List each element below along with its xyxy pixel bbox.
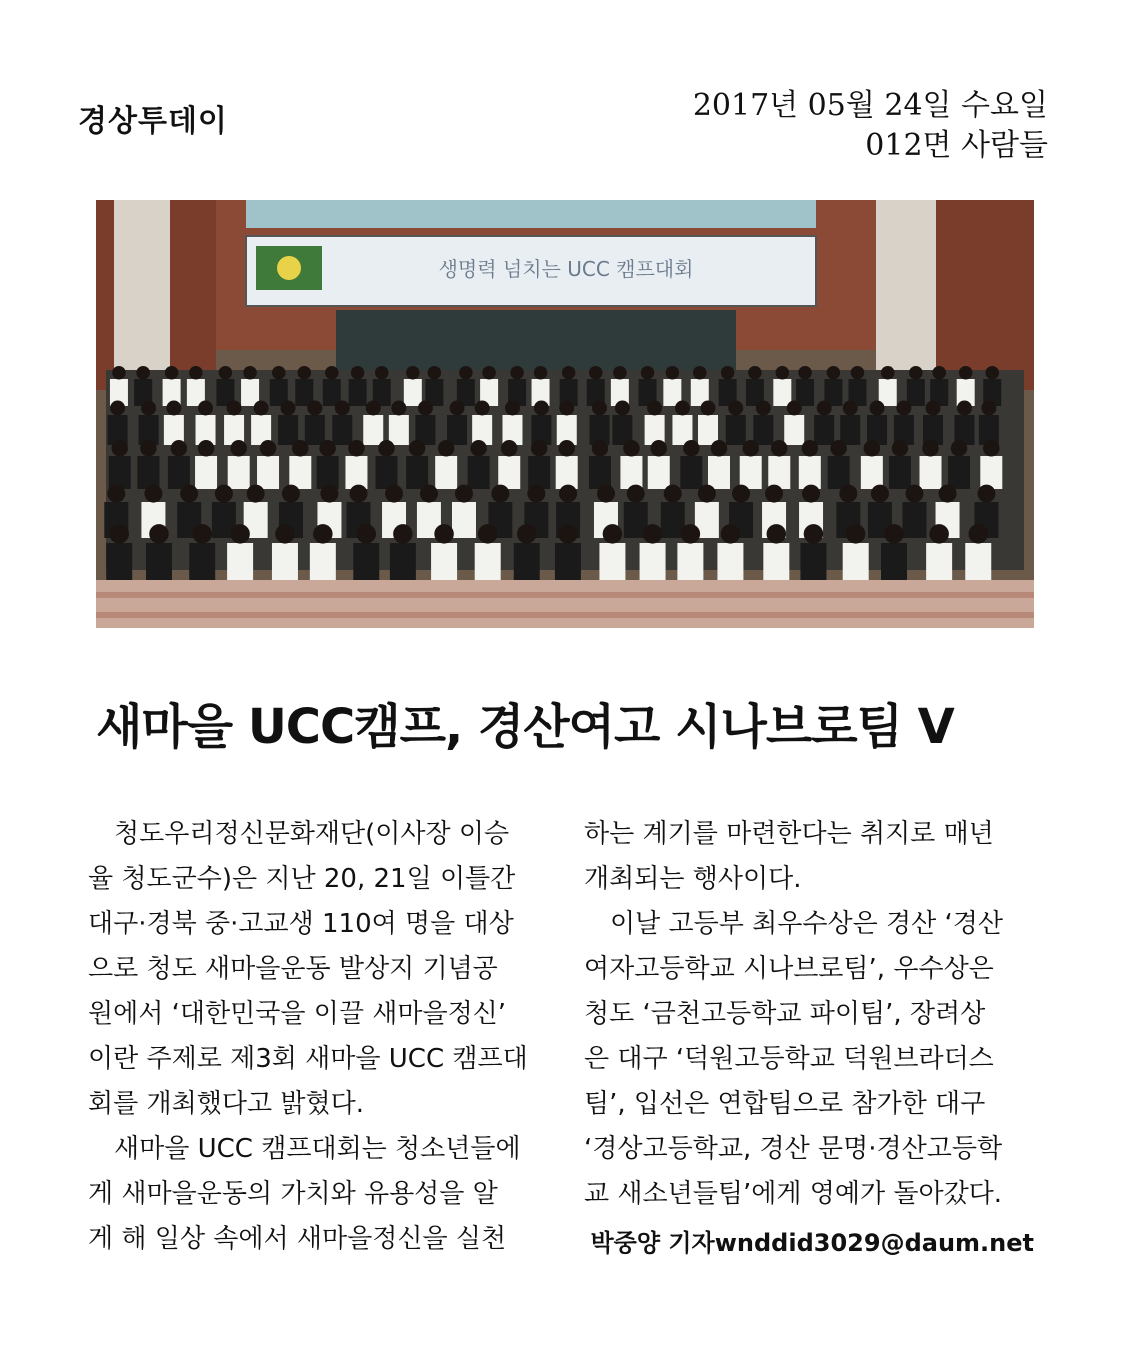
crowd-shirt — [498, 456, 520, 489]
crowd-head — [230, 440, 247, 457]
crowd-head — [896, 401, 911, 416]
crowd-head — [804, 524, 824, 544]
crowd-head — [981, 401, 996, 416]
body-line: 청도우리정신문화재단(이사장 이승 — [88, 819, 510, 849]
crowd-shirt — [926, 543, 952, 582]
crowd-head — [977, 485, 995, 503]
crowd-shirt — [353, 543, 379, 582]
crowd-shirt — [227, 543, 253, 582]
body-line: 이날 고등부 최우수상은 경산 ‘경산 — [584, 909, 1003, 939]
crowd-head — [180, 485, 198, 503]
crowd-shirt — [468, 456, 490, 489]
crowd-head — [292, 440, 309, 457]
crowd-head — [335, 401, 350, 416]
crowd-shirt — [717, 543, 743, 582]
crowd-head — [107, 485, 125, 503]
crowd-head — [613, 366, 627, 380]
crowd-shirt — [708, 456, 730, 489]
crowd-head — [647, 401, 662, 416]
crowd-shirt — [389, 415, 409, 445]
crowd-head — [802, 440, 819, 457]
crowd-shirt — [472, 415, 492, 445]
body-line: 여자고등학교 시나브로팀’, 우수상은 — [584, 954, 994, 984]
crowd-head — [272, 366, 286, 380]
crowd-shirt — [195, 456, 217, 489]
crowd-head — [475, 401, 490, 416]
crowd-head — [527, 485, 545, 503]
crowd-head — [307, 401, 322, 416]
crowd-shirt — [556, 456, 578, 489]
crowd-head — [385, 485, 403, 503]
crowd-head — [830, 440, 847, 457]
crowd-shirt — [390, 543, 416, 582]
crowd-head — [111, 440, 128, 457]
crowd-head — [227, 401, 242, 416]
crowd-shirt — [881, 543, 907, 582]
crowd-shirt — [773, 379, 791, 406]
crowd-head — [675, 401, 690, 416]
crowd-head — [603, 524, 623, 544]
crowd-shirt — [435, 456, 457, 489]
crowd-head — [420, 485, 438, 503]
crowd-shirt — [965, 543, 991, 582]
crowd-head — [683, 440, 700, 457]
crowd-shirt — [840, 415, 860, 445]
crowd-shirt — [677, 543, 703, 582]
crowd-shirt — [861, 456, 883, 489]
crowd-shirt — [109, 456, 131, 489]
crowd-shirt — [317, 456, 339, 489]
body-line: 개최되는 행사이다. — [584, 864, 802, 894]
crowd-head — [562, 366, 576, 380]
crowd-head — [260, 440, 277, 457]
crowd-head — [932, 366, 946, 380]
body-line: 이란 주제로 제3회 새마을 UCC 캠프대 — [88, 1044, 528, 1074]
crowd-head — [627, 485, 645, 503]
crowd-head — [701, 401, 716, 416]
crowd-head — [666, 366, 680, 380]
body-line: 게 새마을운동의 가치와 유용성을 알 — [88, 1179, 498, 1209]
body-line: 대구·경북 중·고교생 110여 명을 대상 — [88, 909, 514, 939]
body-line: 청도 ‘금천고등학교 파이팀’, 장려상 — [584, 999, 986, 1029]
crowd-shirt — [406, 456, 428, 489]
crowd-shirt — [278, 415, 298, 445]
crowd-shirt — [528, 456, 550, 489]
crowd-head — [325, 366, 339, 380]
crowd-head — [728, 401, 743, 416]
crowd-shirt — [753, 415, 773, 445]
crowd-head — [592, 401, 607, 416]
crowd-shirt — [589, 456, 611, 489]
crowd-head — [219, 366, 233, 380]
crowd-head — [846, 524, 866, 544]
crowd-head — [357, 524, 377, 544]
crowd-head — [681, 524, 701, 544]
crowd-shirt — [784, 415, 804, 445]
crowd-shirt — [828, 456, 850, 489]
crowd-head — [843, 401, 858, 416]
crowd-head — [110, 401, 125, 416]
crowd-head — [438, 440, 455, 457]
banner-text: 생명력 넘치는 UCC 캠프대회 — [438, 257, 694, 281]
crowd-head — [478, 524, 498, 544]
crowd-head — [230, 524, 250, 544]
crowd-head — [892, 440, 909, 457]
crowd-head — [112, 366, 126, 380]
crowd-head — [165, 366, 179, 380]
crowd-head — [459, 366, 473, 380]
crowd-shirt — [305, 415, 325, 445]
crowd-head — [450, 401, 465, 416]
crowd-head — [798, 366, 812, 380]
body-line: 원에서 ‘대한민국을 이끌 새마을정신’ — [88, 999, 507, 1029]
crowd-head — [721, 366, 735, 380]
crowd-shirt — [168, 456, 190, 489]
crowd-head — [378, 440, 395, 457]
crowd-shirt — [555, 543, 581, 582]
crowd-head — [643, 524, 663, 544]
crowd-head — [664, 485, 682, 503]
crowd-head — [641, 366, 655, 380]
crowd-head — [491, 485, 509, 503]
crowd-head — [319, 440, 336, 457]
crowd-shirt — [907, 379, 925, 406]
crowd-head — [409, 440, 426, 457]
crowd-shirt — [514, 543, 540, 582]
newspaper-name: 경상투데이 — [78, 104, 228, 139]
crowd-head — [756, 401, 771, 416]
crowd-shirt — [349, 379, 367, 406]
crowd-head — [298, 366, 312, 380]
crowd-head — [615, 401, 630, 416]
crowd-shirt — [645, 415, 665, 445]
article-body-left — [88, 812, 538, 1262]
crowd-shirt — [502, 415, 522, 445]
body-line: 팀’, 입선은 연합팀으로 참가한 대구 — [584, 1089, 986, 1119]
crowd-head — [149, 524, 169, 544]
page-section: 012면 사람들 — [865, 128, 1048, 163]
crowd-shirt — [799, 456, 821, 489]
crowd-shirt — [599, 543, 625, 582]
crowd-shirt — [948, 456, 970, 489]
crowd-head — [827, 366, 841, 380]
crowd-head — [418, 401, 433, 416]
crowd-shirt — [889, 456, 911, 489]
crowd-head — [282, 485, 300, 503]
crowd-shirt — [740, 456, 762, 489]
crowd-head — [393, 524, 413, 544]
crowd-head — [969, 524, 989, 544]
crowd-head — [787, 401, 802, 416]
crowd-head — [864, 440, 881, 457]
crowd-shirt — [620, 456, 642, 489]
crowd-head — [748, 366, 762, 380]
crowd-shirt — [228, 456, 250, 489]
crowd-shirt — [726, 415, 746, 445]
crowd-head — [534, 401, 549, 416]
crowd-head — [109, 524, 128, 544]
article-headline: 새마을 UCC캠프, 경산여고 시나브로팀 V — [96, 699, 954, 755]
crowd-head — [510, 366, 524, 380]
crowd-head — [839, 485, 857, 503]
crowd-head — [597, 485, 615, 503]
crowd-head — [144, 485, 162, 503]
crowd-head — [742, 440, 759, 457]
body-line: 게 해 일상 속에서 새마을정신을 실천 — [88, 1224, 507, 1254]
crowd-head — [951, 440, 968, 457]
crowd-head — [959, 366, 973, 380]
crowd-head — [558, 524, 578, 544]
crowd-shirt — [814, 415, 834, 445]
body-line: 은 대구 ‘덕원고등학교 덕원브라더스 — [584, 1044, 994, 1074]
crowd-head — [501, 440, 518, 457]
crowd-head — [698, 485, 716, 503]
crowd-head — [881, 366, 895, 380]
crowd-head — [926, 401, 941, 416]
crowd-shirt — [257, 456, 279, 489]
crowd-shirt — [106, 543, 132, 582]
body-line: 회를 개최했다고 밝혔다. — [88, 1089, 364, 1119]
crowd-head — [909, 366, 923, 380]
crowd-head — [531, 440, 548, 457]
crowd-head — [428, 366, 442, 380]
crowd-shirt — [843, 543, 869, 582]
crowd-shirt — [763, 543, 789, 582]
crowd-head — [534, 366, 548, 380]
crowd-shirt — [345, 456, 367, 489]
crowd-shirt — [146, 543, 172, 582]
body-line: 새마을 UCC 캠프대회는 청소년들에 — [88, 1134, 521, 1164]
crowd-head — [166, 401, 181, 416]
crowd-head — [589, 366, 603, 380]
group-photo — [96, 200, 1034, 628]
crowd-shirt — [640, 543, 666, 582]
crowd-head — [470, 440, 487, 457]
crowd-shirt — [800, 543, 826, 582]
crowd-head — [505, 401, 520, 416]
crowd-shirt — [452, 502, 476, 538]
crowd-head — [434, 524, 454, 544]
crowd-head — [406, 366, 420, 380]
crowd-head — [765, 485, 783, 503]
crowd-shirt — [375, 456, 397, 489]
crowd-head — [192, 524, 212, 544]
crowd-head — [215, 485, 233, 503]
crowd-head — [198, 440, 215, 457]
crowd-shirt — [648, 456, 670, 489]
crowd-head — [767, 524, 787, 544]
crowd-head — [348, 440, 365, 457]
crowd-shirt — [137, 456, 159, 489]
crowd-head — [375, 366, 389, 380]
crowd-head — [243, 366, 257, 380]
crowd-head — [817, 401, 832, 416]
crowd-shirt — [902, 502, 926, 538]
body-line: 율 청도군수)은 지난 20, 21일 이틀간 — [88, 864, 516, 894]
crowd-head — [391, 401, 406, 416]
crowd-head — [455, 485, 473, 503]
crowd-head — [275, 524, 295, 544]
crowd-shirt — [680, 456, 702, 489]
crowd-head — [802, 485, 820, 503]
crowd-shirt — [894, 415, 914, 445]
crowd-head — [985, 366, 999, 380]
crowd-shirt — [310, 543, 336, 582]
crowd-head — [247, 485, 265, 503]
crowd-head — [884, 524, 904, 544]
crowd-head — [623, 440, 640, 457]
crowd-head — [136, 366, 150, 380]
crowd-head — [366, 401, 381, 416]
crowd-head — [517, 524, 537, 544]
crowd-head — [957, 401, 972, 416]
crowd-head — [320, 485, 338, 503]
dateline — [693, 86, 1048, 166]
crowd-shirt — [272, 543, 298, 582]
crowd-shirt — [404, 379, 422, 406]
crowd-head — [939, 485, 957, 503]
article-body-right — [584, 812, 1034, 1266]
crowd-shirt — [431, 543, 457, 582]
body-line: 교 새소년들팀’에게 영예가 돌아갔다. — [584, 1179, 1003, 1209]
crowd-shirt — [289, 456, 311, 489]
crowd-head — [711, 440, 728, 457]
crowd-head — [559, 401, 574, 416]
crowd-head — [559, 485, 577, 503]
crowd-shirt — [363, 415, 383, 445]
crowd-shirt — [796, 379, 814, 406]
crowd-head — [871, 485, 889, 503]
crowd-shirt — [332, 415, 352, 445]
crowd-head — [922, 440, 939, 457]
crowd-head — [651, 440, 668, 457]
crowd-head — [771, 440, 788, 457]
crowd-head — [140, 440, 157, 457]
crowd-head — [732, 485, 750, 503]
crowd-shirt — [698, 415, 718, 445]
crowd-shirt — [980, 456, 1002, 489]
crowd-head — [776, 366, 790, 380]
crowd-head — [905, 485, 923, 503]
byline: 박중양 기자wnddid3029@daum.net — [590, 1229, 1034, 1257]
crowd-head — [171, 440, 188, 457]
crowd-head — [313, 524, 333, 544]
publication-date: 2017년 05월 24일 수요일 — [692, 88, 1048, 123]
crowd-head — [693, 366, 707, 380]
crowd-head — [281, 401, 296, 416]
body-line: 으로 청도 새마을운동 발상지 기념공 — [88, 954, 498, 984]
body-line: ‘경상고등학교, 경산 문명·경산고등학 — [584, 1134, 1003, 1164]
crowd-head — [592, 440, 609, 457]
crowd-head — [350, 485, 368, 503]
crowd-head — [983, 440, 1000, 457]
crowd-head — [558, 440, 575, 457]
crowd-shirt — [189, 543, 215, 582]
crowd-head — [254, 401, 269, 416]
body-line: 하는 계기를 마련한다는 취지로 매년 — [584, 819, 994, 849]
crowd-head — [870, 401, 885, 416]
crowd-head — [351, 366, 365, 380]
crowd-head — [721, 524, 741, 544]
crowd-shirt — [768, 456, 790, 489]
crowd-head — [189, 366, 203, 380]
crowd-head — [482, 366, 496, 380]
crowd-head — [929, 524, 949, 544]
crowd-shirt — [475, 543, 501, 582]
crowd-shirt — [920, 456, 942, 489]
crowd-shirt — [447, 415, 467, 445]
crowd-head — [141, 401, 156, 416]
group-photo-image — [96, 200, 1034, 628]
crowd-head — [198, 401, 213, 416]
crowd-shirt — [241, 379, 259, 406]
crowd-head — [851, 366, 865, 380]
